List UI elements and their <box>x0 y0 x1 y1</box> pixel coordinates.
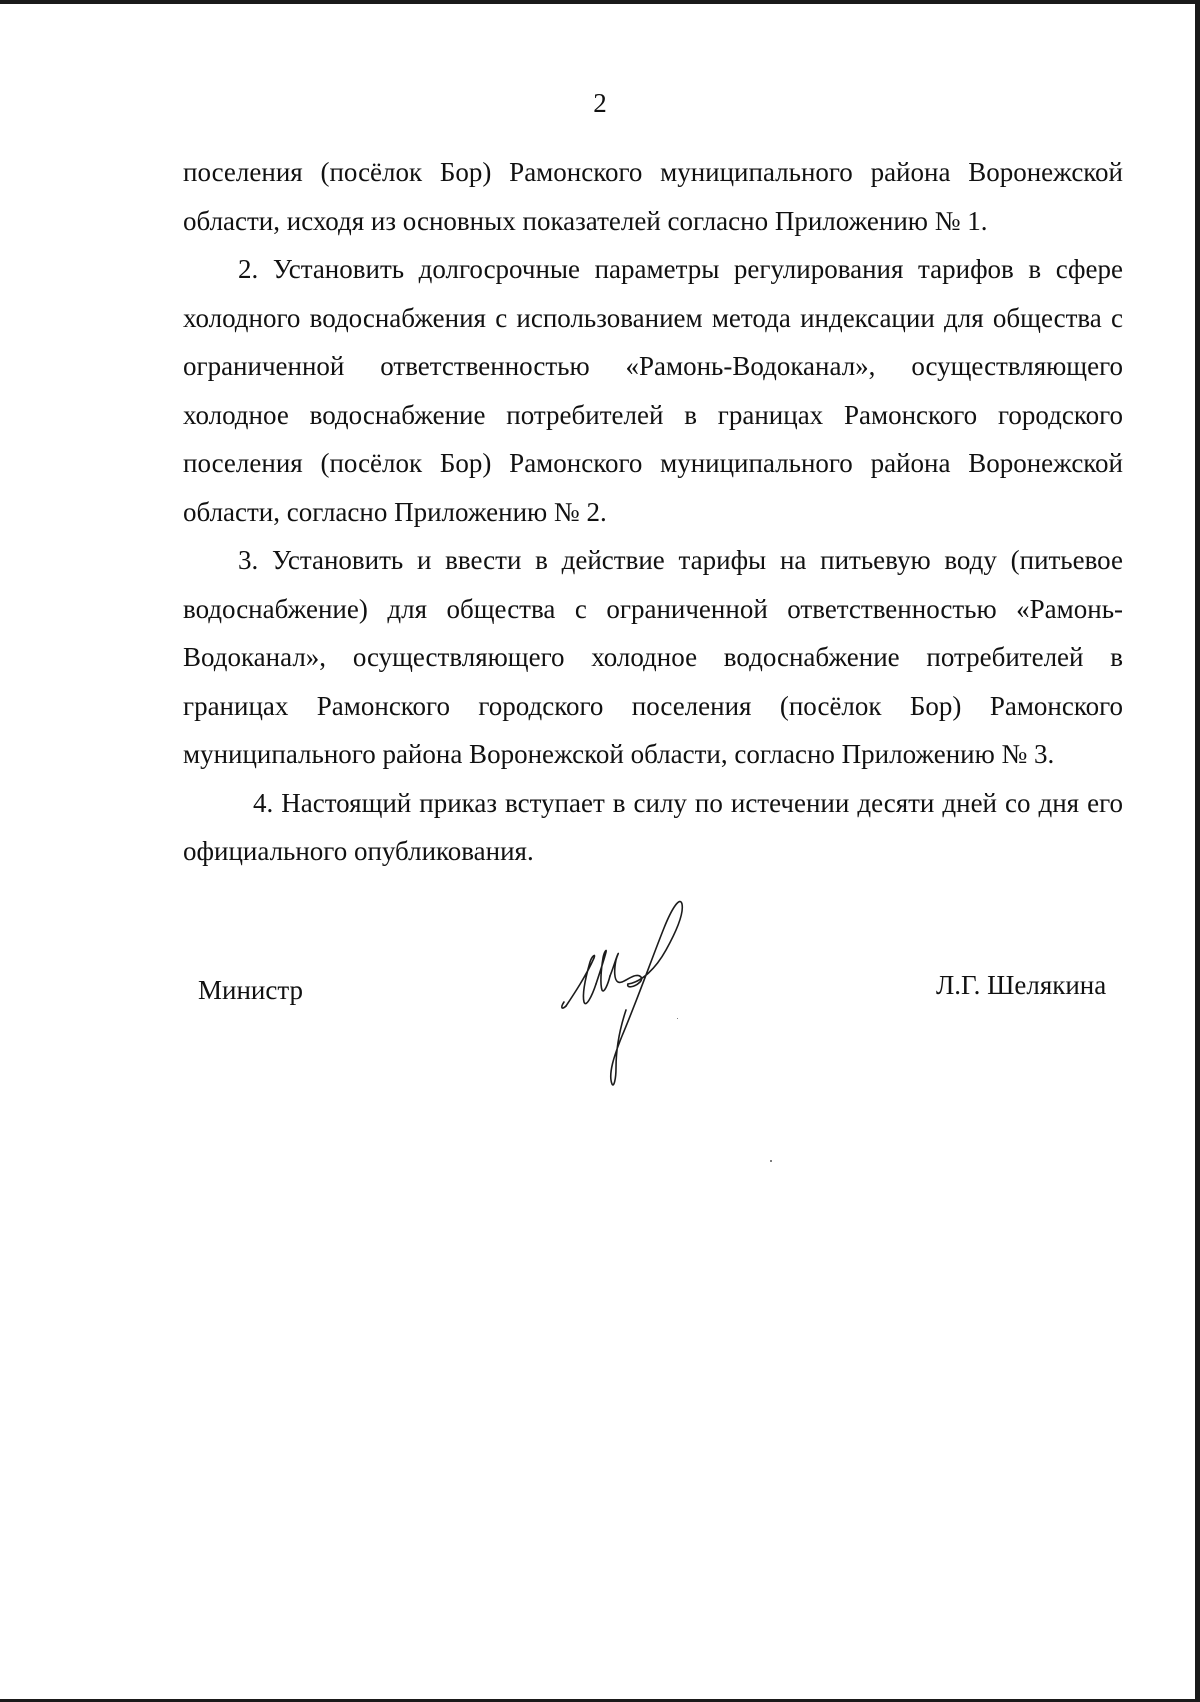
paragraph-continuation: поселения (посёлок Бор) Рамонского муниципального района Воронежской области, исходя из основных показателей согласно Приложению № 1. <box>183 157 1123 236</box>
scan-edge-top <box>0 0 1200 4</box>
scan-edge-right <box>1195 0 1200 1702</box>
signatory-name: Л.Г. Шелякина <box>936 970 1107 1000</box>
scan-speck <box>770 1160 772 1162</box>
paragraph-item-4: 4. Настоящий приказ вступает в силу по истечении десяти дней со дня его официального опубликования. <box>183 787 1123 866</box>
signatory-title: Министр <box>198 975 303 1005</box>
paragraph-item-2: 2. Установить долгосрочные параметры регулирования тарифов в сфере холодного водоснабжения с использованием метода индексации для общества с ограниченной ответственностью «Рамонь-Водоканал», осуществляющего холодное водоснабжение потребителей в границах Рамонского городского поселения (посёлок Бор) Рамонского муниципального района Воронежской области, согласно Приложению № 2. <box>183 254 1123 527</box>
paragraph-item-3: 3. Установить и ввести в действие тарифы на питьевую воду (питьевое водоснабжение) для общества с ограниченной ответственностью «Рамонь-Водоканал», осуществляющего холодное водоснабжение потребителей в границах Рамонского городского поселения (посёлок Бор) Рамонского муниципального района Воронежской области, согласно Приложению № 3. <box>183 545 1123 769</box>
document-body <box>183 148 1123 876</box>
handwritten-signature <box>556 898 726 1088</box>
page-number: 2 <box>593 88 607 118</box>
scan-speck <box>677 1018 678 1019</box>
